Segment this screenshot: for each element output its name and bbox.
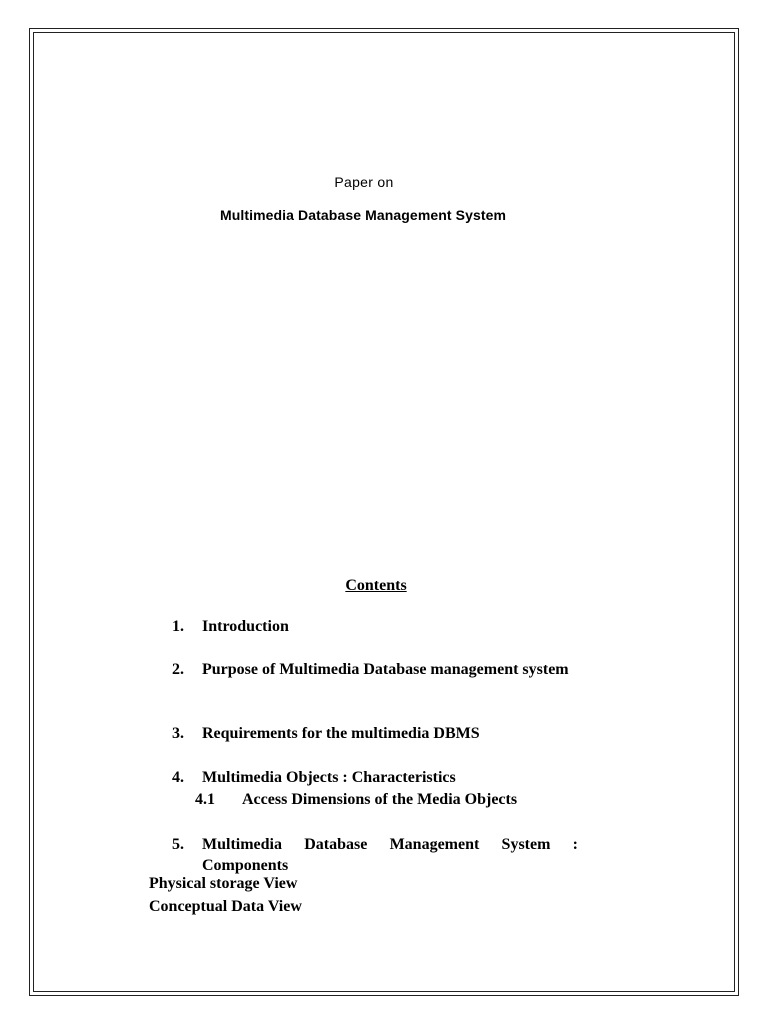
toc-text: Multimedia Database Management System : Components: [202, 836, 578, 874]
toc-number: 4.1: [195, 791, 215, 808]
toc-number: 4.: [172, 769, 184, 786]
paper-title: Multimedia Database Management System: [219, 207, 507, 223]
toc-number: 1.: [172, 618, 184, 635]
contents-line-physical-storage: Physical storage View: [149, 875, 298, 892]
toc-text: Access Dimensions of the Media Objects: [242, 791, 518, 808]
toc-text: Purpose of Multimedia Database management system: [202, 661, 569, 678]
toc-text: Requirements for the multimedia DBMS: [202, 725, 480, 742]
toc-number: 3.: [172, 725, 184, 742]
contents-line-conceptual-data: Conceptual Data View: [149, 898, 302, 915]
toc-number: 5.: [172, 836, 184, 853]
toc-text: Introduction: [202, 618, 289, 635]
toc-text: Multimedia Objects : Characteristics: [202, 769, 456, 786]
paper-subtitle: Paper on: [334, 174, 394, 190]
toc-number: 2.: [172, 661, 184, 678]
contents-heading: Contents: [345, 577, 407, 594]
